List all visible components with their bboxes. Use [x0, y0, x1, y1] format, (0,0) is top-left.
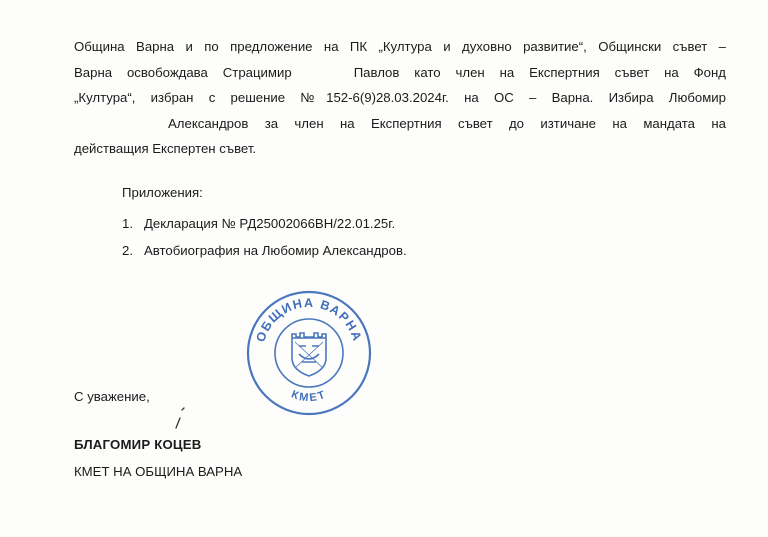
attachment-item [122, 210, 407, 237]
body-line-3: „Култура“, избран с решение №152-6(9)28.03.2024г. на ОС – Варна. Избира Любомир [74, 90, 726, 106]
body-line-4-part-2: Александров за член на Експертния съвет до изтичане на мандата на [168, 115, 726, 131]
closing-text: С уважение, [74, 389, 150, 404]
body-line-1: Община Варна и по предложение на ПК „Култура и духовно развитие“, Общински съвет – [74, 39, 726, 54]
attachment-text: Декларация № РД25002066ВН/22.01.25г. [144, 216, 396, 231]
attachment-item [122, 237, 407, 264]
coat-of-arms-icon [292, 333, 326, 376]
signature-mark-icon [170, 398, 240, 434]
svg-text:КМЕТ [290, 388, 329, 404]
body-line-2 [74, 60, 726, 86]
attachments-list [122, 210, 407, 264]
municipality-stamp [244, 288, 374, 418]
body-line-2-part-2: Павлов като член на Експертния съвет на Фонд [353, 64, 726, 80]
body-paragraph [74, 34, 726, 162]
attachment-number: 1. [122, 216, 133, 231]
body-line-4 [74, 111, 726, 137]
attachment-number: 2. [122, 243, 133, 258]
signatory-name: БЛАГОМИР КОЦЕВ [74, 437, 202, 452]
stamp-bottom-text: КМЕТ [289, 388, 329, 405]
attachments-title: Приложения: [122, 185, 203, 200]
attachment-text: Автобиография на Любомир Александров. [144, 243, 407, 258]
body-line-2-part-1: Варна освобождава Страцимир [74, 64, 292, 80]
signatory-title: КМЕТ НА ОБЩИНА ВАРНА [74, 464, 243, 479]
body-line-5: действащия Експертен съвет. [74, 141, 257, 157]
stamp-top-text: ОБЩИНА ВАРНА [253, 295, 365, 344]
